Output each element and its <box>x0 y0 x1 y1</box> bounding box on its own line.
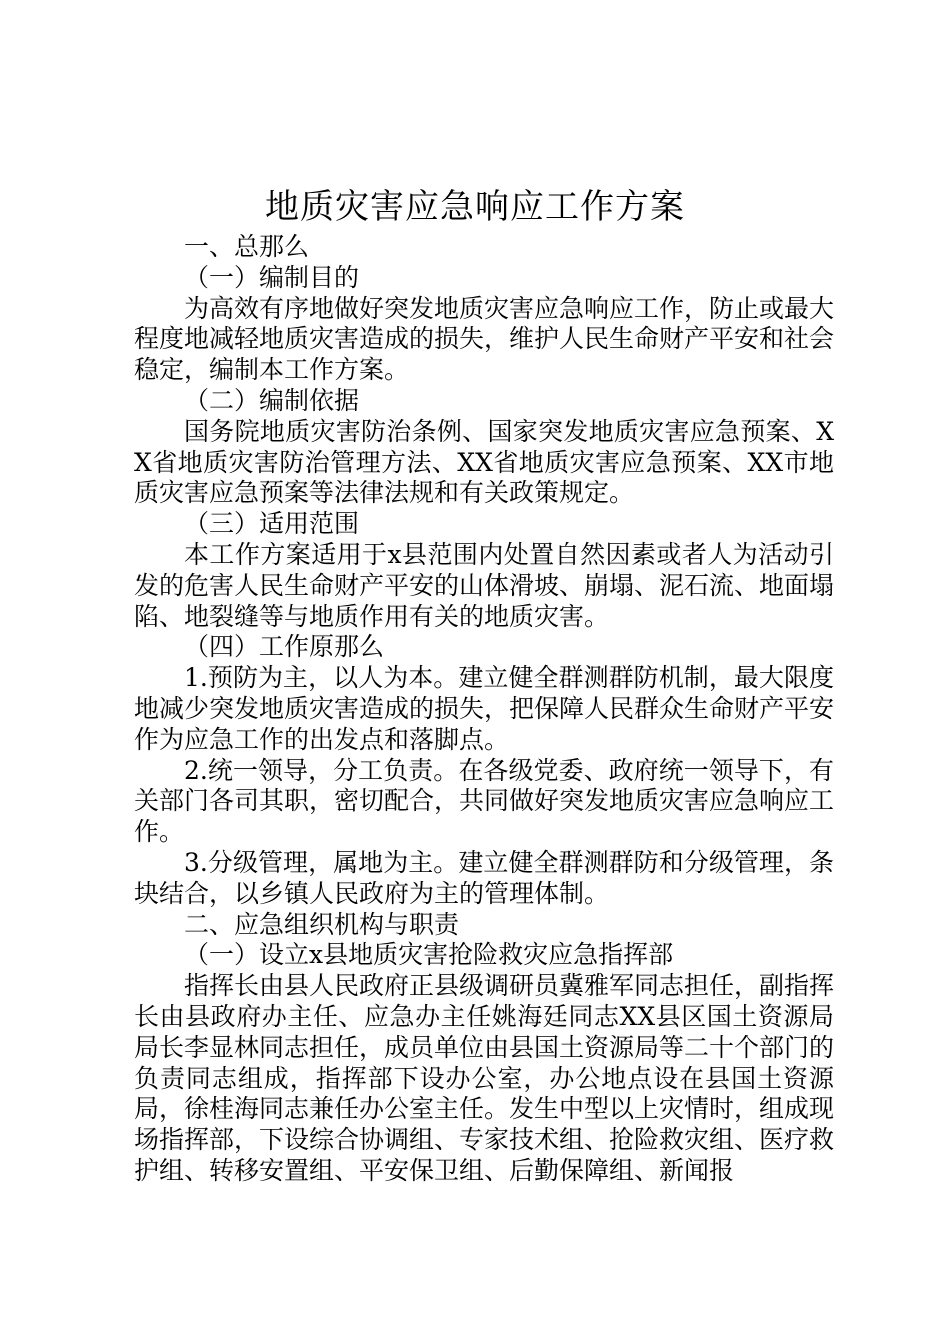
paragraph-principle-2: 2.统一领导，分工负责。在各级党委、政府统一领导下，有关部门各司其职，密切配合，共同做好突发地质灾害应急响应工作。 <box>134 755 835 847</box>
section-heading-general: 一、总那么 <box>184 232 310 261</box>
document-body <box>134 232 834 1187</box>
paragraph-command-center: 指挥长由县人民政府正县级调研员冀雅军同志担任，副指挥长由县政府办主任、应急办主任姚海廷同志XX县区国土资源局局长李显林同志担任，成员单位由县国土资源局等二十个部门的负责同志组成，指挥部下设办公室，办公地点设在县国土资源局，徐桂海同志兼任办公室主任。发生中型以上灾情时，组成现场指挥部，下设综合协调组、专家技术组、抢险救灾组、医疗救护组、转移安置组、平安保卫组、后勤保障组、新闻报 <box>134 971 835 1185</box>
section-heading-organization: 二、应急组织机构与职责 <box>184 909 460 939</box>
subheading-purpose: （一）编制目的 <box>184 262 360 292</box>
paragraph-purpose: 为高效有序地做好突发地质灾害应急响应工作，防止或最大程度地减轻地质灾害造成的损失，维护人民生命财产平安和社会稳定，编制本工作方案。 <box>134 293 835 385</box>
document-title: 地质灾害应急响应工作方案 <box>265 187 685 227</box>
subheading-basis: （二）编制依据 <box>184 385 360 415</box>
subheading-scope: （三）适用范围 <box>184 509 360 539</box>
paragraph-principle-3: 3.分级管理，属地为主。建立健全群测群防和分级管理，条块结合，以乡镇人民政府为主的管理体制。 <box>134 847 834 908</box>
paragraph-principle-1: 1.预防为主，以人为本。建立健全群测群防机制，最大限度地减少突发地质灾害造成的损失，把保障人民群众生命财产平安作为应急工作的出发点和落脚点。 <box>134 663 835 754</box>
subheading-principles: （四）工作原那么 <box>184 632 385 662</box>
paragraph-scope: 本工作方案适用于x县范围内处置自然因素或者人为活动引发的危害人民生命财产平安的山体滑坡、崩塌、泥石流、地面塌陷、地裂缝等与地质作用有关的地质灾害。 <box>134 539 835 631</box>
paragraph-basis: 国务院地质灾害防治条例、国家突发地质灾害应急预案、XX省地质灾害防治管理方法、XX省地质灾害应急预案、XX市地质灾害应急预案等法律法规和有关政策规定。 <box>134 416 834 508</box>
subheading-command-center: （一）设立x县地质灾害抢险救灾应急指挥部 <box>184 940 674 970</box>
